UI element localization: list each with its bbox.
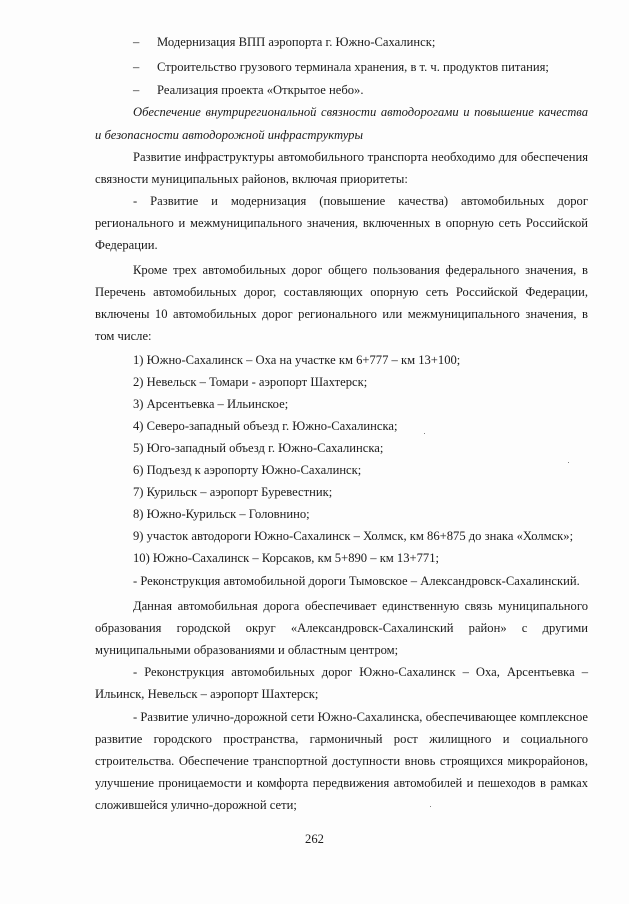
paragraph-line: образования городской округ «Александровск-Сахалинский район» с другими (95, 621, 588, 635)
paragraph-line: Данная автомобильная дорога обеспечивает единственную связь муниципального (133, 599, 588, 613)
paragraph-line: сложившейся улично-дорожной сети; (95, 798, 297, 812)
paragraph-line: том числе: (95, 329, 152, 343)
road-list-item: 9) участок автодороги Южно-Сахалинск – Холмск, км 86+875 до знака «Холмск»; (133, 529, 574, 543)
paragraph-line: развитие городского пространства, гармоничный рост жилищного и социального (95, 732, 588, 746)
paragraph-line: регионального и межмуниципального значения, включенных в опорную сеть Российской (95, 216, 588, 230)
road-list-item: 8) Южно-Курильск – Головнино; (133, 507, 310, 521)
bullet-item: Реализация проекта «Открытое небо». (157, 83, 364, 97)
scan-speck (430, 806, 431, 807)
page-number: 262 (305, 832, 324, 846)
section-heading: и безопасности автодорожной инфраструктуры (95, 128, 363, 142)
paragraph-line: Кроме трех автомобильных дорог общего пользования федерального значения, в (133, 263, 588, 277)
road-list-item: 5) Юго-западный объезд г. Южно-Сахалинска; (133, 441, 384, 455)
paragraph-line: - Реконструкция автомобильных дорог Южно-Сахалинск – Оха, Арсентьевка – (133, 665, 588, 679)
bullet-dash: – (133, 35, 140, 49)
scan-speck (568, 462, 569, 463)
paragraph-line: строительства. Обеспечение транспортной доступности вновь строящихся микрорайонов, (95, 754, 588, 768)
paragraph-line: связности муниципальных районов, включая приоритеты: (95, 172, 408, 186)
section-heading: Обеспечение внутрирегиональной связности автодорогами и повышение качества (133, 105, 588, 119)
road-list-item: 4) Северо-западный объезд г. Южно-Сахалинска; (133, 419, 398, 433)
paragraph-line: улучшение проницаемости и комфорта передвижения автомобилей и пешеходов в рамках (95, 776, 588, 790)
paragraph-line: - Реконструкция автомобильной дороги Тымовское – Александровск-Сахалинский. (133, 574, 580, 588)
bullet-item: Строительство грузового терминала хранения, в т. ч. продуктов питания; (157, 60, 549, 74)
road-list-item: 2) Невельск – Томари - аэропорт Шахтерск; (133, 375, 368, 389)
road-list-item: 3) Арсентьевка – Ильинское; (133, 397, 289, 411)
paragraph-line: муниципальными образованиями и областным центром; (95, 643, 399, 657)
paragraph-line: - Развитие и модернизация (повышение качества) автомобильных дорог (133, 194, 588, 208)
bullet-item: Модернизация ВПП аэропорта г. Южно-Сахалинск; (157, 35, 436, 49)
bullet-dash: – (133, 83, 140, 97)
paragraph-line: Перечень автомобильных дорог, составляющих опорную сеть Российской Федерации, (95, 285, 588, 299)
paragraph-line: включены 10 автомобильных дорог регионального или межмуниципального значения, в (95, 307, 588, 321)
paragraph-line: Развитие инфраструктуры автомобильного транспорта необходимо для обеспечения (133, 150, 588, 164)
paragraph-line: - Развитие улично-дорожной сети Южно-Сахалинска, обеспечивающее комплексное (133, 710, 588, 724)
road-list-item: 6) Подъезд к аэропорту Южно-Сахалинск; (133, 463, 362, 477)
scan-speck (424, 433, 425, 434)
paragraph-line: Федерации. (95, 238, 158, 252)
road-list-item: 10) Южно-Сахалинск – Корсаков, км 5+890 – км 13+771; (133, 551, 440, 565)
bullet-dash: – (133, 60, 140, 74)
road-list-item: 1) Южно-Сахалинск – Оха на участке км 6+777 – км 13+100; (133, 353, 461, 367)
paragraph-line: Ильинск, Невельск – аэропорт Шахтерск; (95, 687, 319, 701)
road-list-item: 7) Курильск – аэропорт Буревестник; (133, 485, 333, 499)
